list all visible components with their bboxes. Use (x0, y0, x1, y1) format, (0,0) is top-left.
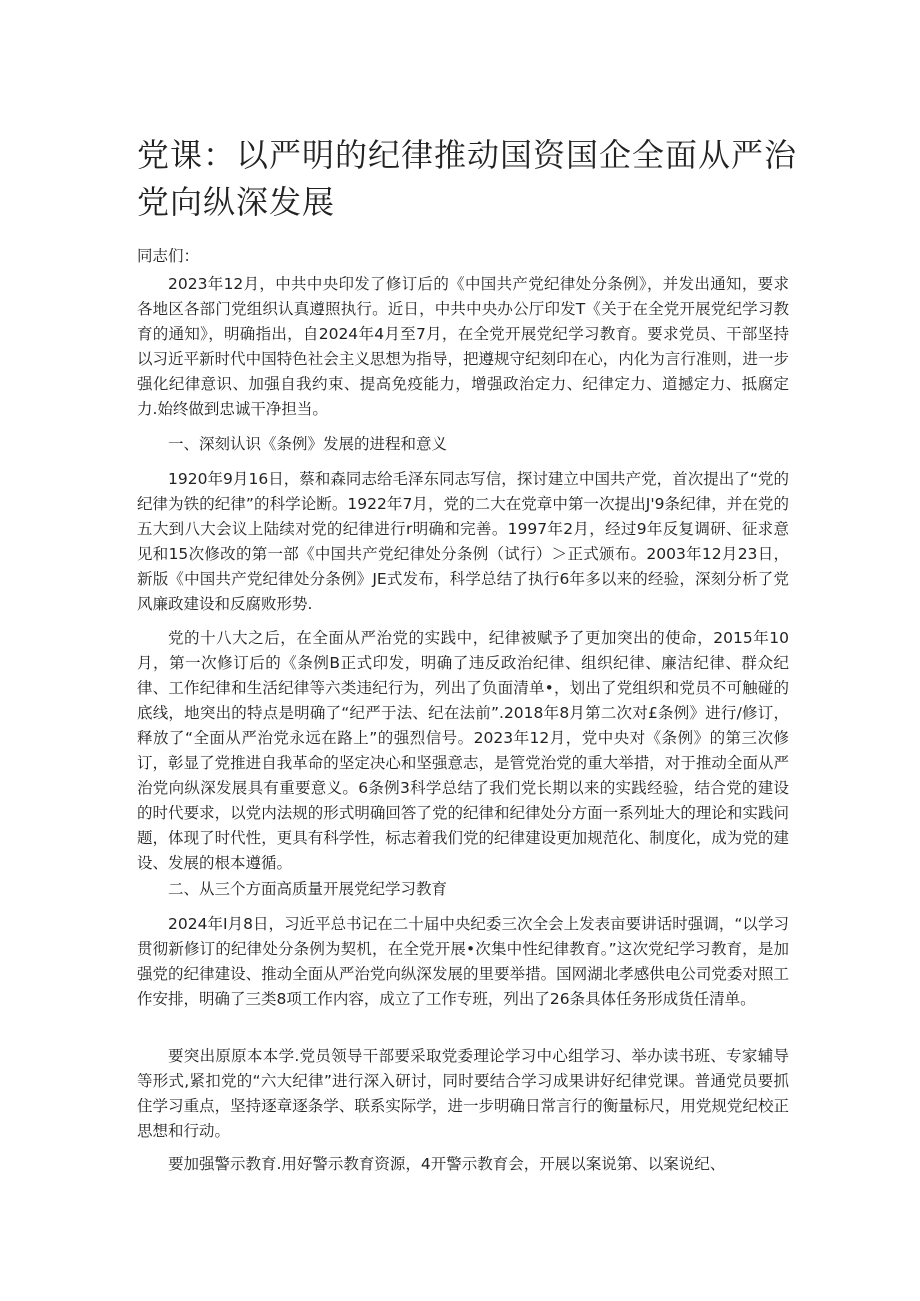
paragraph-warning: 要加强警示教育.用好警示教育资源，4开警示教育会，开展以案说第、以案说纪、 (168, 1155, 726, 1173)
document-title: 党课：以严明的纪律推动国资国企全面从严治党向纵深发展 (137, 136, 798, 221)
paragraph-intro: 2023年12月，中共中央印发了修订后的《中国共产党纪律处分条例》，并发出通知，要求各地区各部门党组织认真遵照执行。近日，中共中央办公厅印发T《关于在全党开展党纪学习教育的通知》，明确指出，自2024年4月至7月，在全党开展党纪学习教育。要求党员、干部坚持以习近平新时代中国特色社会主义思想为指导，把遵规守纪刻印在心，内化为言行准则，进一步强化纪律意识、加强自我约束、提高免疫能力，增强政治定力、纪律定力、道撼定力、抵腐定力.始终做到忠诚干净担当。 (137, 275, 789, 418)
salutation: 同志们： (137, 247, 200, 265)
paragraph-revisions: 党的十八大之后，在全面从严治党的实践中，纪律被赋予了更加突出的使命，2015年10月，第一次修订后的《条例B正式印发，明确了违反政治纪律、组织纪律、廉洁纪律、群众纪律、工作纪律和生活纪律等六类违纪行为，列出了负面清单•，划出了党组织和党员不可触碰的底线，地突出的特点是明确了“纪严于法、纪在法前”.2018年8月第二次对£条例》进行/修订，释放了“全面从严治党永远在路上”的强烈信号。2023年12月，党中央对《条例》的第三次修订，彰显了党推进自我革命的坚定决心和坚强意志，是管党治党的重大举措，对于推动全面从严治党向纵深发展具有重要意义。6条例3科学总结了我们党长期以来的实践经验，结合党的建设的时代要求，以党内法规的形式明确回答了党的纪律和纪律处分方面一系列址大的理论和实践问题，体现了时代性，更具有科学性，标志着我们党的纪律建设更加规范化、制度化，成为党的建设、发展的根本遵循。 (137, 629, 789, 872)
paragraph-history: 1920年9月16日，蔡和森同志给毛泽东同志写信，探讨建立中国共产党，首次提出了“党的纪律为铁的纪律”的科学论断。1922年7月，党的二大在党章中第一次提出J'9条纪律，并在党的五大到八大会议上陆续对党的纪律进行r明确和完善。1997年2月，经过9年反复调研、征求意见和15次修改的第一部《中国共产党纪律处分条例（试行）＞正式颁布。2003年12月23日，新版《中国共产党纪律处分条例》JE式发布，科学总结了执行6年多以来的经验，深刻分析了党风廉政建设和反腐败形势. (137, 470, 789, 613)
section-heading-1: 一、深刻认识《条例》发展的进程和意义 (168, 435, 448, 453)
section-heading-2: 二、从三个方面高质量开展党纪学习教育 (168, 880, 448, 898)
paragraph-study: 要突出原原本本学.党员领导干部要采取党委理论学习中心组学习、举办读书班、专家辅导等形式,紧扣党的“六大纪律”进行深入研讨，同时要结合学习成果讲好纪律党课。普通党员要抓住学习重点，坚持逐章逐条学、联系实际学，进一步明确日常言行的衡量标尺，用党规党纪校正思想和行动。 (137, 1047, 789, 1140)
paragraph-education: 2024年I月8日，习近平总书记在二十届中央纪委三次全会上发表亩要讲话时强调，“以学习贯彻新修订的纪律处分条例为契机，在全党开展•次集中性纪律教育。”这次党纪学习教育，是加强党的纪律建设、推动全面从严治党向纵深发展的里要举措。国网湖北孝感供电公司党委对照工作安排，明确了三类8项工作内容，成立了工作专班，列出了26条具体任务形成货任清单。 (137, 915, 789, 1008)
